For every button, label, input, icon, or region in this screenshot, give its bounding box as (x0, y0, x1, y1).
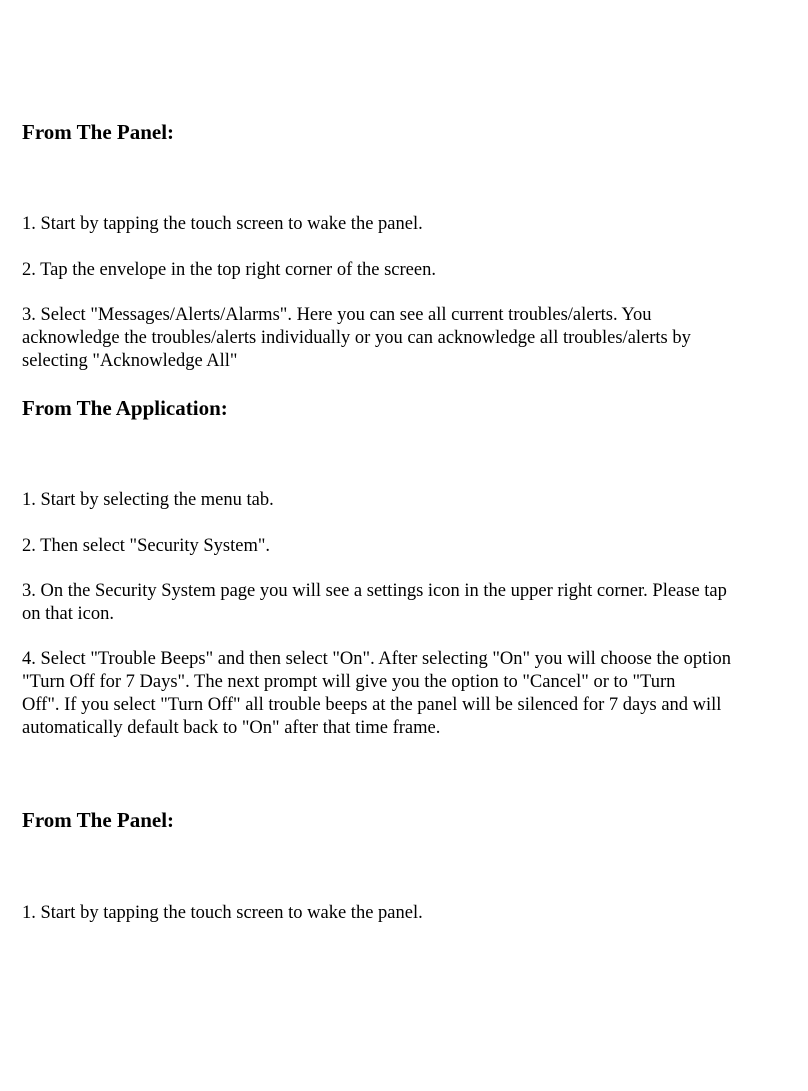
step-text: 1. Start by tapping the touch screen to wake the panel. (22, 214, 423, 234)
step-text-line: 3. On the Security System page you will see a settings icon in the upper right corner. Please tap (22, 581, 727, 601)
app-step-1 (22, 489, 792, 512)
panel-step-2 (22, 259, 792, 282)
step-text-line: automatically default back to "On" after that time frame. (22, 718, 441, 738)
panel-step-1 (22, 213, 792, 236)
step-text-line: 4. Select "Trouble Beeps" and then select "On". After selecting "On" you will choose the option (22, 649, 731, 669)
app-step-4 (22, 648, 792, 740)
step-text-line: on that icon. (22, 604, 114, 624)
section-heading-application: From The Application: (22, 396, 228, 420)
step-text: 1. Start by tapping the touch screen to wake the panel. (22, 903, 423, 923)
panel2-step-1 (22, 902, 792, 925)
section-heading-panel: From The Panel: (22, 120, 175, 144)
step-text-line: Off". If you select "Turn Off" all trouble beeps at the panel will be silenced for 7 days and will (22, 695, 722, 715)
step-text-line: 3. Select "Messages/Alerts/Alarms". Here you can see all current troubles/alerts. You (22, 305, 652, 325)
step-text-line: "Turn Off for 7 Days". The next prompt will give you the option to "Cancel" or to "Turn (22, 672, 676, 692)
step-text: 2. Tap the envelope in the top right corner of the screen. (22, 260, 436, 280)
panel-step-3 (22, 304, 792, 373)
step-text-line: acknowledge the troubles/alerts individually or you can acknowledge all troubles/alerts by (22, 328, 691, 348)
step-text: 1. Start by selecting the menu tab. (22, 490, 274, 510)
step-text-line: selecting "Acknowledge All" (22, 351, 238, 371)
step-text: 2. Then select "Security System". (22, 536, 271, 556)
section-heading-panel-2: From The Panel: (22, 808, 175, 832)
app-step-3 (22, 580, 792, 626)
app-step-2 (22, 535, 792, 558)
